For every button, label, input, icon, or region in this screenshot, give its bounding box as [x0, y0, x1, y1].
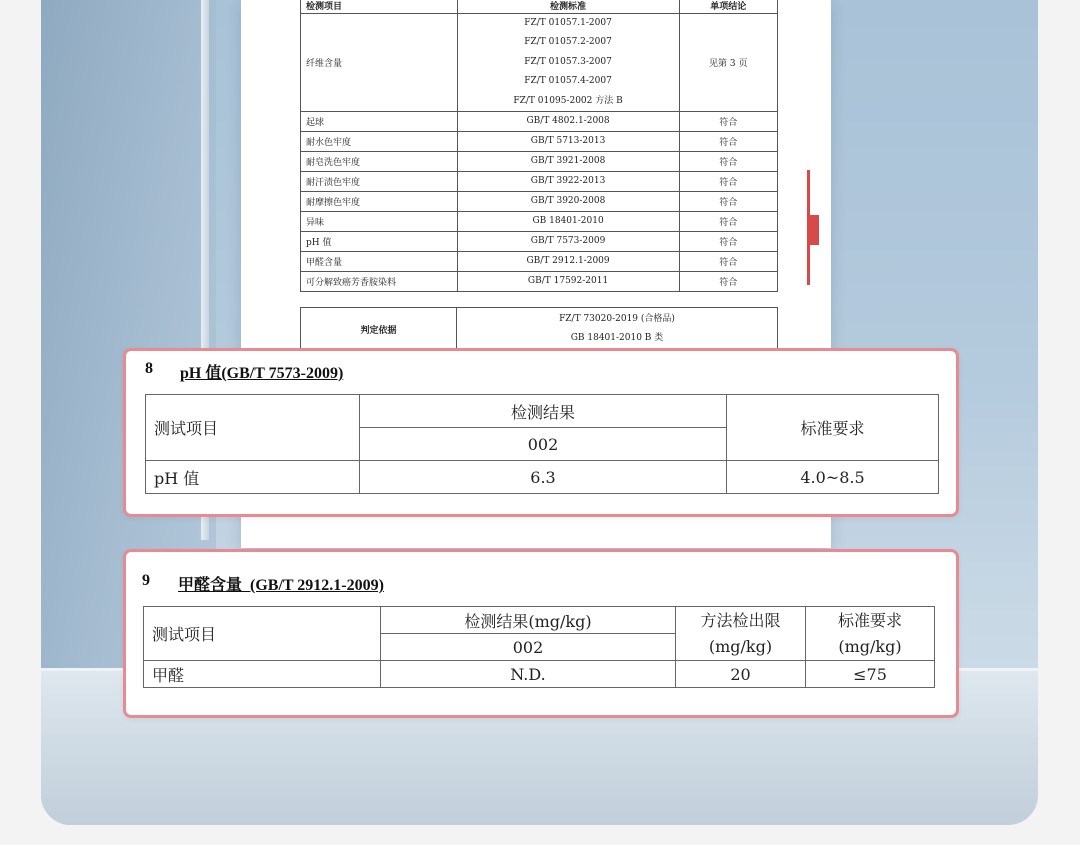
report-result: 符合 [679, 151, 778, 171]
report-result: 符合 [679, 171, 778, 191]
report-item: 耐皂洗色牢度 [301, 151, 458, 171]
report-standard: GB/T 4802.1-2008 [457, 111, 679, 131]
formaldehyde-card-heading: 甲醛含量 (GB/T 2912.1-2009) [178, 577, 384, 594]
report-result: 符合 [679, 131, 778, 151]
ph-row-item: pH 值 [146, 461, 360, 494]
report-standard: FZ/T 01057.3-2007 [524, 56, 612, 67]
ph-result-table [145, 394, 939, 494]
report-standard: GB/T 3921-2008 [457, 151, 679, 171]
report-result: 见第 3 页 [679, 14, 778, 112]
report-standard: GB/T 5713-2013 [457, 131, 679, 151]
ph-card-heading: pH 值(GB/T 7573-2009) [180, 365, 344, 382]
formaldehyde-col-limit-line: 方法检出限 [700, 610, 781, 630]
report-item: 耐汗渍色牢度 [301, 171, 458, 191]
report-standard: FZ/T 01057.2-2007 [524, 37, 612, 48]
ph-result-card [123, 348, 959, 517]
report-item: 甲醛含量 [301, 251, 458, 271]
report-standard: GB/T 7573-2009 [457, 231, 679, 251]
report-standard: GB 18401-2010 [457, 211, 679, 231]
report-item: pH 值 [301, 231, 458, 251]
report-standard: FZ/T 01057.4-2007 [524, 76, 612, 87]
formaldehyde-col-standard-line: 标准要求 [837, 610, 902, 630]
report-standard: GB/T 17592-2011 [457, 271, 679, 291]
inspection-stamp-mark [809, 215, 819, 245]
formaldehyde-col-item: 测试项目 [144, 607, 381, 661]
judgement-basis-label: 判定依据 [301, 308, 457, 351]
report-item: 纤维含量 [301, 14, 458, 112]
report-row [301, 171, 778, 191]
report-result: 符合 [679, 231, 778, 251]
report-item: 耐摩擦色牢度 [301, 191, 458, 211]
judgement-basis-line: FZ/T 73020-2019 (合格品) [559, 314, 675, 324]
report-row [301, 111, 778, 131]
report-row-fiber [301, 14, 778, 112]
report-row [301, 231, 778, 251]
report-row [301, 191, 778, 211]
formaldehyde-row-value: N.D. [381, 661, 676, 688]
ph-col-result: 检测结果 [360, 395, 727, 428]
report-item: 异味 [301, 211, 458, 231]
formaldehyde-result-table [143, 606, 935, 688]
report-standard: FZ/T 01095-2002 方法 B [513, 95, 623, 106]
formaldehyde-col-standard [806, 607, 935, 661]
judgement-basis-table [300, 307, 778, 351]
report-standard: GB/T 2912.1-2009 [457, 251, 679, 271]
ph-sample-id: 002 [360, 428, 727, 461]
formaldehyde-col-standard-unit: (mg/kg) [838, 636, 902, 656]
ph-row-standard: 4.0~8.5 [727, 461, 939, 494]
report-header-result: 单项结论 [679, 0, 778, 14]
report-standard: FZ/T 01057.1-2007 [524, 18, 612, 28]
report-result: 符合 [679, 111, 778, 131]
ph-col-item: 测试项目 [146, 395, 360, 461]
formaldehyde-col-result: 检测结果(mg/kg) [381, 607, 676, 634]
judgement-basis-standards [457, 308, 778, 351]
ph-card-number: 8 [145, 360, 153, 377]
report-result: 符合 [679, 271, 778, 291]
report-result: 符合 [679, 251, 778, 271]
report-row [301, 211, 778, 231]
formaldehyde-result-card [123, 549, 959, 718]
report-standard: GB/T 3920-2008 [457, 191, 679, 211]
report-row [301, 131, 778, 151]
formaldehyde-sample-id: 002 [381, 634, 676, 661]
judgement-basis-line: GB 18401-2010 B 类 [570, 333, 664, 343]
formaldehyde-col-limit-unit: (mg/kg) [708, 636, 773, 656]
report-header-row [301, 0, 778, 14]
report-header-standard: 检测标准 [457, 0, 679, 14]
report-row [301, 271, 778, 291]
ph-col-standard: 标准要求 [727, 395, 939, 461]
report-item: 起球 [301, 111, 458, 131]
report-result: 符合 [679, 211, 778, 231]
report-item: 可分解致癌芳香胺染料 [301, 271, 458, 291]
report-row [301, 251, 778, 271]
report-fiber-standards [457, 14, 679, 112]
report-item: 耐水色牢度 [301, 131, 458, 151]
report-header-item: 检测项目 [301, 0, 458, 14]
formaldehyde-col-limit [676, 607, 806, 661]
formaldehyde-row-limit: 20 [676, 661, 806, 688]
report-results-table [300, 0, 778, 292]
formaldehyde-row-item: 甲醛 [144, 661, 381, 688]
report-standard: GB/T 3922-2013 [457, 171, 679, 191]
report-result: 符合 [679, 191, 778, 211]
ph-row-value: 6.3 [360, 461, 727, 494]
formaldehyde-row-standard: ≤75 [806, 661, 935, 688]
formaldehyde-card-number: 9 [142, 572, 150, 589]
report-row [301, 151, 778, 171]
